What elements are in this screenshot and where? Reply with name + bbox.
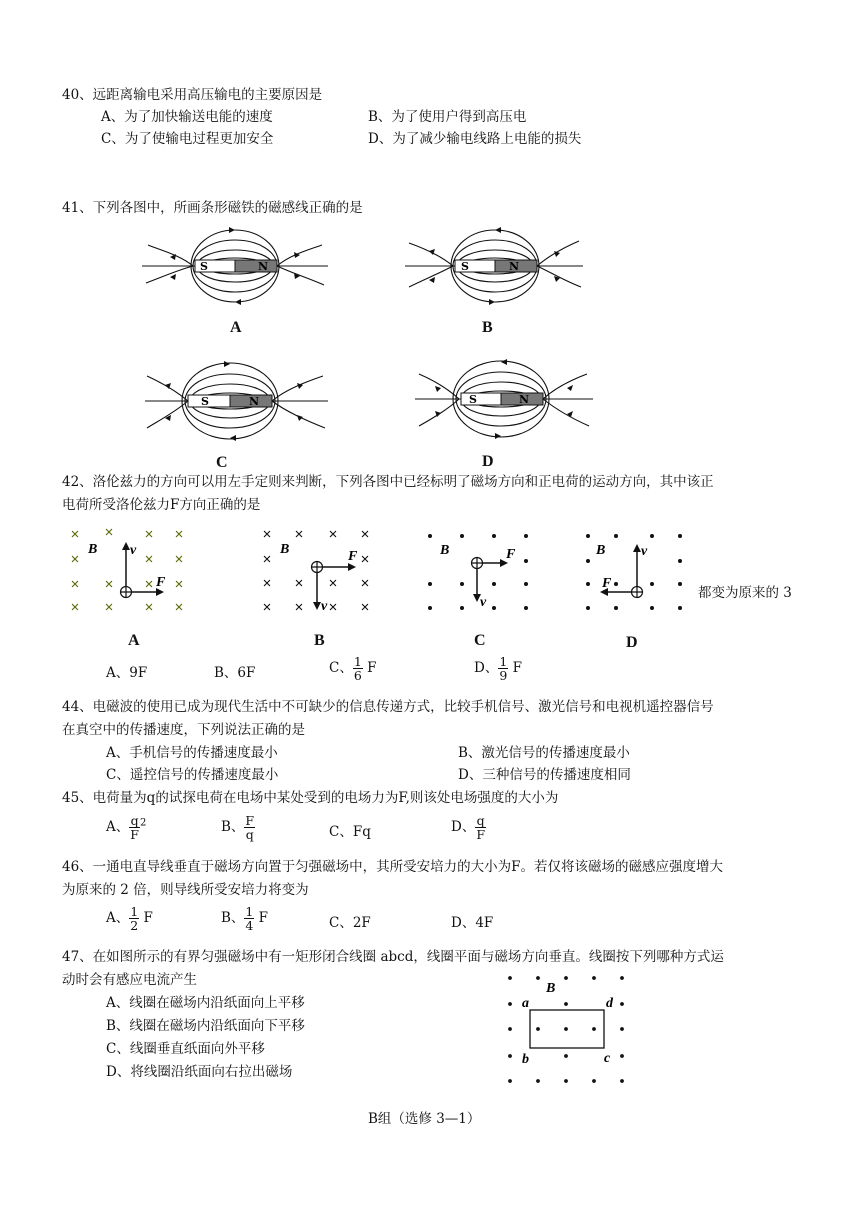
q46-option-d: D、4F (451, 915, 494, 931)
q46-stem-line2: 为原来的 2 倍，则导线所受安培力将变为 (62, 882, 309, 898)
q45-option-d: D、 $\frac{q}{F}$ (451, 813, 486, 842)
q45-stem: 45、电荷量为q的试探电荷在电场中某处受到的电场力为F,则该处电场强度的大小为 (62, 790, 559, 806)
q41-label-d: D (482, 453, 494, 470)
q44-option-c: C、遥控信号的传播速度最小 (106, 767, 279, 783)
pole-s-b: S (461, 260, 469, 273)
q47-option-b: B、线圈在磁场内沿纸面向下平移 (106, 1018, 305, 1034)
q43-option-a: A、9F (106, 665, 148, 681)
pole-n-a: N (258, 260, 269, 273)
magnet-figure-a (140, 215, 330, 315)
corner-b-label: b (522, 1052, 529, 1067)
field-c-b-label: B (440, 543, 450, 558)
field-a-f-label: F (156, 575, 166, 590)
field-figure-a (66, 526, 196, 616)
q46-stem-line1: 46、一通电直导线垂直于磁场方向置于匀强磁场中，其所受安培力的大小为F。若仅将该磁场的磁感应强度增大 (62, 859, 724, 875)
field-d-f-label: F (602, 576, 612, 591)
magnet-figure-d (415, 352, 595, 452)
q47-option-a: A、线圈在磁场内沿纸面向上平移 (106, 995, 305, 1011)
q47-option-c: C、线圈垂直纸面向外平移 (106, 1041, 265, 1057)
q45-option-a: A、 $\frac{q}{F}$ $^2$ (106, 813, 147, 842)
q41-label-b: B (482, 319, 493, 336)
q46-option-c: C、2F (329, 915, 371, 931)
q41-stem: 41、下列各图中，所画条形磁铁的磁感线正确的是 (62, 200, 363, 216)
q44-stem-line2: 在真空中的传播速度，下列说法正确的是 (62, 722, 305, 738)
magnet-figure-b (405, 215, 585, 315)
corner-a-label: a (522, 996, 529, 1011)
q41-label-c: C (216, 454, 228, 471)
field-figure-d (580, 526, 690, 616)
field-c-f-label: F (506, 547, 516, 562)
q42-label-a: A (128, 632, 140, 649)
q42-stem-line2: 电荷所受洛伦兹力F方向正确的是 (62, 497, 261, 513)
pole-n-d: N (519, 393, 530, 406)
q42-label-d: D (626, 634, 638, 651)
field-c-v-label: v (480, 595, 487, 610)
q42-stem-line1: 42、洛伦兹力的方向可以用左手定则来判断，下列各图中已经标明了磁场方向和正电荷的运动方向，其中该正 (62, 474, 714, 490)
field-a-b-label: B (88, 542, 98, 557)
q43-overflow-text: 都变为原来的 3 (698, 585, 792, 601)
coil-figure (500, 970, 640, 1088)
q43-option-b: B、6F (214, 665, 256, 681)
field-b-f-label: F (348, 549, 358, 564)
magnet-figure-c (145, 352, 330, 452)
q42-label-c: C (474, 632, 486, 649)
q44-stem-line1: 44、电磁波的使用已成为现代生活中不可缺少的信息传递方式，比较手机信号、激光信号和电视机遥控器信号 (62, 699, 714, 715)
pole-s-a: S (200, 260, 208, 273)
q40-stem: 40、远距离输电采用高压输电的主要原因是 (62, 87, 323, 103)
coil-b-label: B (546, 981, 556, 996)
pole-s-d: S (469, 393, 477, 406)
field-b-b-label: B (280, 542, 290, 557)
field-d-b-label: B (596, 543, 606, 558)
q45-option-c: C、Fq (329, 824, 371, 840)
q41-label-a: A (230, 319, 242, 336)
q40-option-d: D、为了减少输电线路上电能的损失 (368, 131, 582, 147)
q46-option-a: A、 $\frac{1}{2}$ F (106, 904, 153, 933)
section-footer: B组（选修 3—1） (368, 1111, 481, 1127)
q45-option-b: B、 $\frac{F}{q}$ (221, 813, 255, 842)
q44-option-d: D、三种信号的传播速度相同 (458, 767, 631, 783)
pole-n-b: N (509, 260, 520, 273)
q40-option-b: B、为了使用户得到高压电 (368, 109, 527, 125)
q42-label-b: B (314, 632, 325, 649)
q43-option-d: D、 $\frac{1}{9}$ F (474, 654, 522, 683)
pole-s-c: S (201, 395, 209, 408)
q43-option-c: C、 $\frac{1}{6}$ F (329, 654, 377, 683)
q46-option-b: B、 $\frac{1}{4}$ F (221, 904, 269, 933)
field-a-v-label: v (130, 543, 137, 558)
q47-stem-line2: 动时会有感应电流产生 (62, 972, 197, 988)
field-figure-b (260, 526, 380, 618)
field-b-v-label: v (321, 599, 328, 614)
corner-c-label: c (604, 1051, 611, 1066)
field-d-v-label: v (641, 544, 648, 559)
q40-option-c: C、为了使输电过程更加安全 (101, 131, 274, 147)
q44-option-a: A、手机信号的传播速度最小 (106, 745, 278, 761)
pole-n-c: N (249, 395, 260, 408)
corner-d-label: d (606, 996, 613, 1011)
q47-option-d: D、将线圈沿纸面向右拉出磁场 (106, 1064, 293, 1080)
q40-option-a: A、为了加快输送电能的速度 (101, 109, 273, 125)
q44-option-b: B、激光信号的传播速度最小 (458, 745, 630, 761)
field-figure-c (422, 526, 542, 616)
q47-stem-line1: 47、在如图所示的有界匀强磁场中有一矩形闭合线圈 abcd，线圈平面与磁场方向垂直。线圈按下列哪种方式运 (62, 949, 724, 965)
